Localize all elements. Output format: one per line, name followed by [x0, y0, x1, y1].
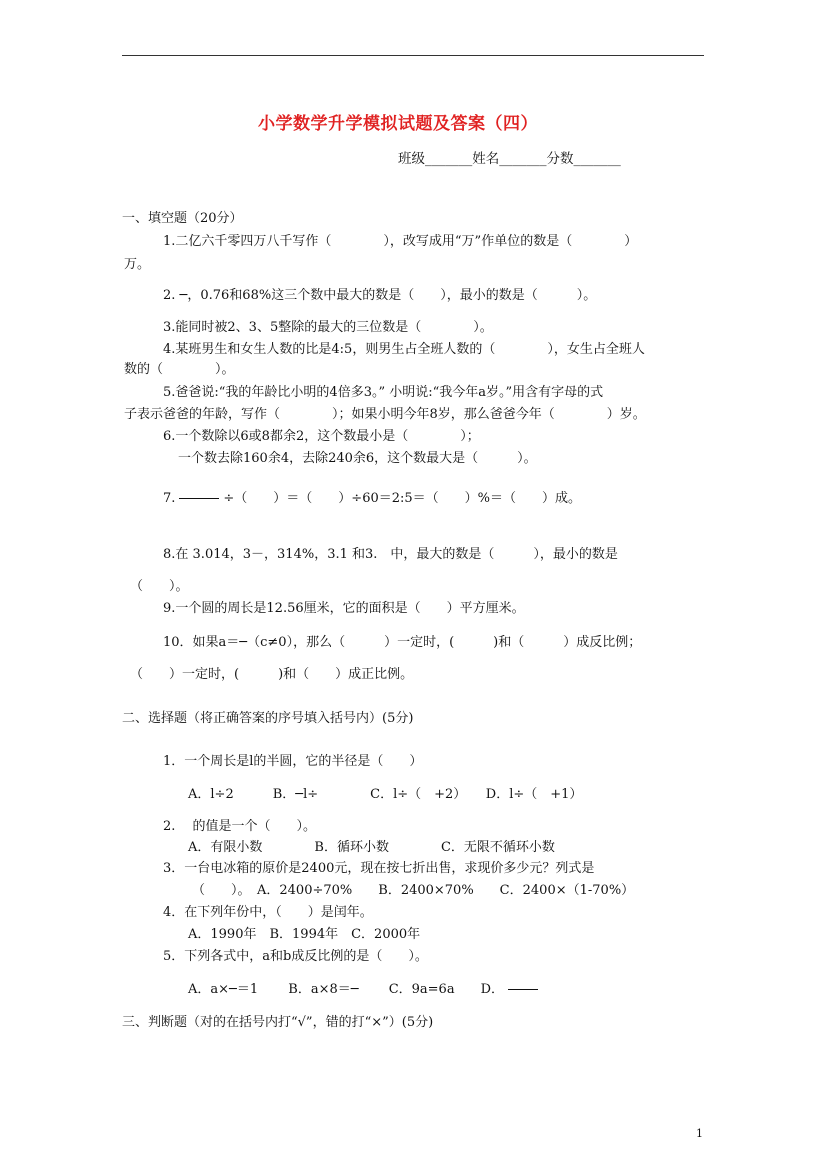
choice-q3-line2: （ ）。 A．2400÷70% B．2400×70% C．2400×（1-70%）: [192, 883, 635, 898]
fill-q5-line1: 5.爸爸说:“我的年龄比小明的4倍多3。” 小明说:“我今年a岁。”用含有字母的式: [163, 385, 604, 400]
choice-q5-options: [188, 983, 542, 996]
fill-q7-prefix: 7.: [163, 491, 176, 506]
choice-q2: 2. 的值是一个（ ）。: [163, 819, 317, 834]
section2-heading: 二、选择题（将正确答案的序号填入括号内）(5分): [122, 711, 414, 726]
section3-heading: 三、判断题（对的在括号内打“√”，错的打“×”）(5分): [122, 1015, 434, 1030]
fill-q6-line2: 一个数去除160余4，去除240余6，这个数最大是（ ）。: [178, 451, 537, 466]
page-title: 小学数学升学模拟试题及答案（四）: [258, 114, 538, 134]
fraction-bar: [179, 498, 219, 499]
choice-q2-options: A．有限小数 B．循环小数 C．无限不循环小数: [188, 840, 555, 855]
fill-q8-line2: （ ）。: [130, 579, 189, 594]
fill-q2: 2. ─，0.76和68%这三个数中最大的数是（ ），最小的数是（ ）。: [163, 288, 597, 303]
fill-q1-line1: 1.二亿六千零四万八千写作（ ），改写成用“万”作单位的数是（ ）: [163, 234, 638, 249]
fill-q1-line2: 万。: [124, 257, 151, 272]
choice-q3-line1: 3．一台电冰箱的原价是2400元，现在按七折出售，求现价多少元？列式是: [163, 861, 595, 876]
fill-q10-line2: （ ）一定时，( )和（ ）成正比例。: [130, 667, 414, 682]
fill-q8-line1: 8.在 3.014，3－，314%，3.1 和3. 中，最大的数是（ ），最小的数是: [163, 547, 618, 562]
student-info-line: 班级_______姓名_______分数_______: [398, 151, 621, 167]
section1-heading: 一、填空题（20分）: [122, 211, 243, 226]
choice-q4-options: A．1990年 B．1994年 C．2000年: [188, 927, 421, 942]
choice-q5: 5．下列各式中，a和b成反比例的是（ ）。: [163, 949, 428, 964]
page-number: 1: [696, 1127, 703, 1140]
fill-q4-line2: 数的（ ）。: [124, 362, 235, 377]
fraction-bar: [508, 989, 538, 990]
fill-q4-line1: 4.某班男生和女生人数的比是4:5，则男生占全班人数的（ ），女生占全班人: [163, 342, 645, 357]
choice-q1: 1．一个周长是l的半圆，它的半径是（ ）: [163, 754, 423, 769]
fill-q7-rest: ÷（ ）＝（ ）÷60＝2:5＝（ ）%＝（ ）成。: [223, 491, 582, 506]
fill-q7: [163, 492, 581, 505]
fill-q9: 9.一个圆的周长是12.56厘米，它的面积是（ ）平方厘米。: [163, 601, 525, 616]
choice-q4: 4．在下列年份中，（ ）是闰年。: [163, 905, 373, 920]
choice-q1-options: A．l÷2 B．─l÷ C．l÷（ +2） D．l÷（ +1）: [188, 787, 583, 802]
fill-q10-line1: 10．如果a＝─（c≠0），那么（ ）一定时，( )和（ ）成反比例；: [163, 635, 642, 650]
fill-q3: 3.能同时被2、3、5整除的最大的三位数是（ ）。: [163, 320, 493, 335]
fill-q6-line1: 6.一个数除以6或8都余2，这个数最小是（ ）；: [163, 429, 480, 444]
header-rule: [122, 55, 704, 56]
choice-q5-options-text: A．a×─＝1 B．a×8＝─ C．9a=6a D．: [188, 982, 504, 997]
fill-q5-line2: 子表示爸爸的年龄，写作（ ）；如果小明今年8岁，那么爸爸今年（ ）岁。: [124, 407, 646, 422]
